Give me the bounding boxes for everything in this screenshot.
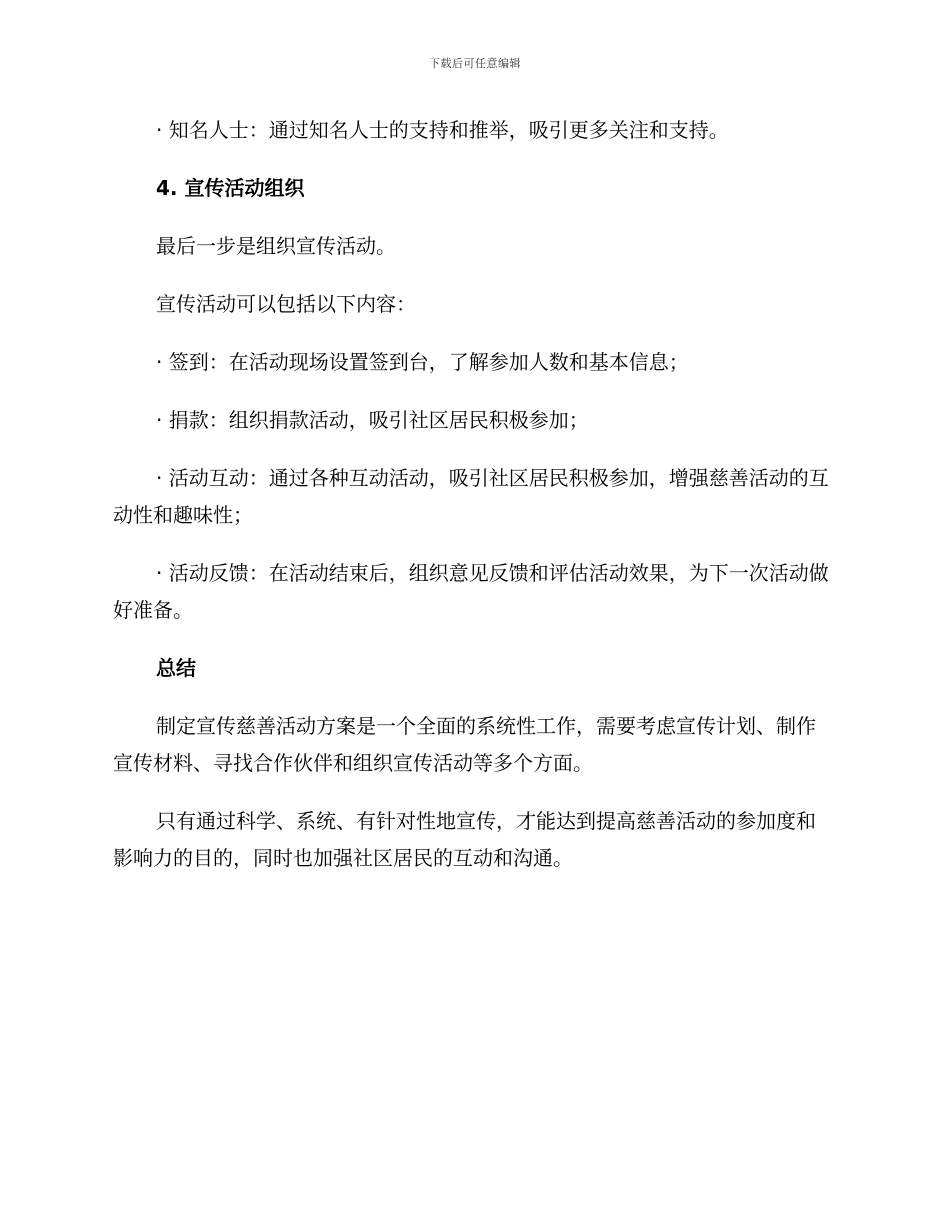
page-header-note: 下载后可任意编辑 [429,57,521,70]
document-body [113,112,833,877]
section-heading-summary: 总结 [156,656,196,680]
paragraph-summary-1: 制定宣传慈善活动方案是一个全面的系统性工作，需要考虑宣传计划、制作宣传材料、寻找合作伙伴和组织宣传活动等多个方面。 [113,714,816,775]
bullet-celebrities: · 知名人士：通过知名人士的支持和推举，吸引更多关注和支持。 [156,118,729,142]
section-heading-activity-organization: 4. 宣传活动组织 [156,176,305,200]
paragraph-final-step: 最后一步是组织宣传活动。 [156,234,396,258]
bullet-feedback: · 活动反馈：在活动结束后，组织意见反馈和评估活动效果，为下一次活动做好准备。 [113,561,829,622]
bullet-interaction: · 活动互动：通过各种互动活动，吸引社区居民积极参加，增强慈善活动的互动性和趣味性； [113,466,829,527]
paragraph-summary-2: 只有通过科学、系统、有针对性地宣传，才能达到提高慈善活动的参加度和影响力的目的，同时也加强社区居民的互动和沟通。 [113,809,816,870]
bullet-sign-in: · 签到：在活动现场设置签到台，了解参加人数和基本信息； [156,350,689,374]
paragraph-activity-contents: 宣传活动可以包括以下内容： [156,292,416,316]
bullet-donation: · 捐款：组织捐款活动，吸引社区居民积极参加； [156,408,589,432]
